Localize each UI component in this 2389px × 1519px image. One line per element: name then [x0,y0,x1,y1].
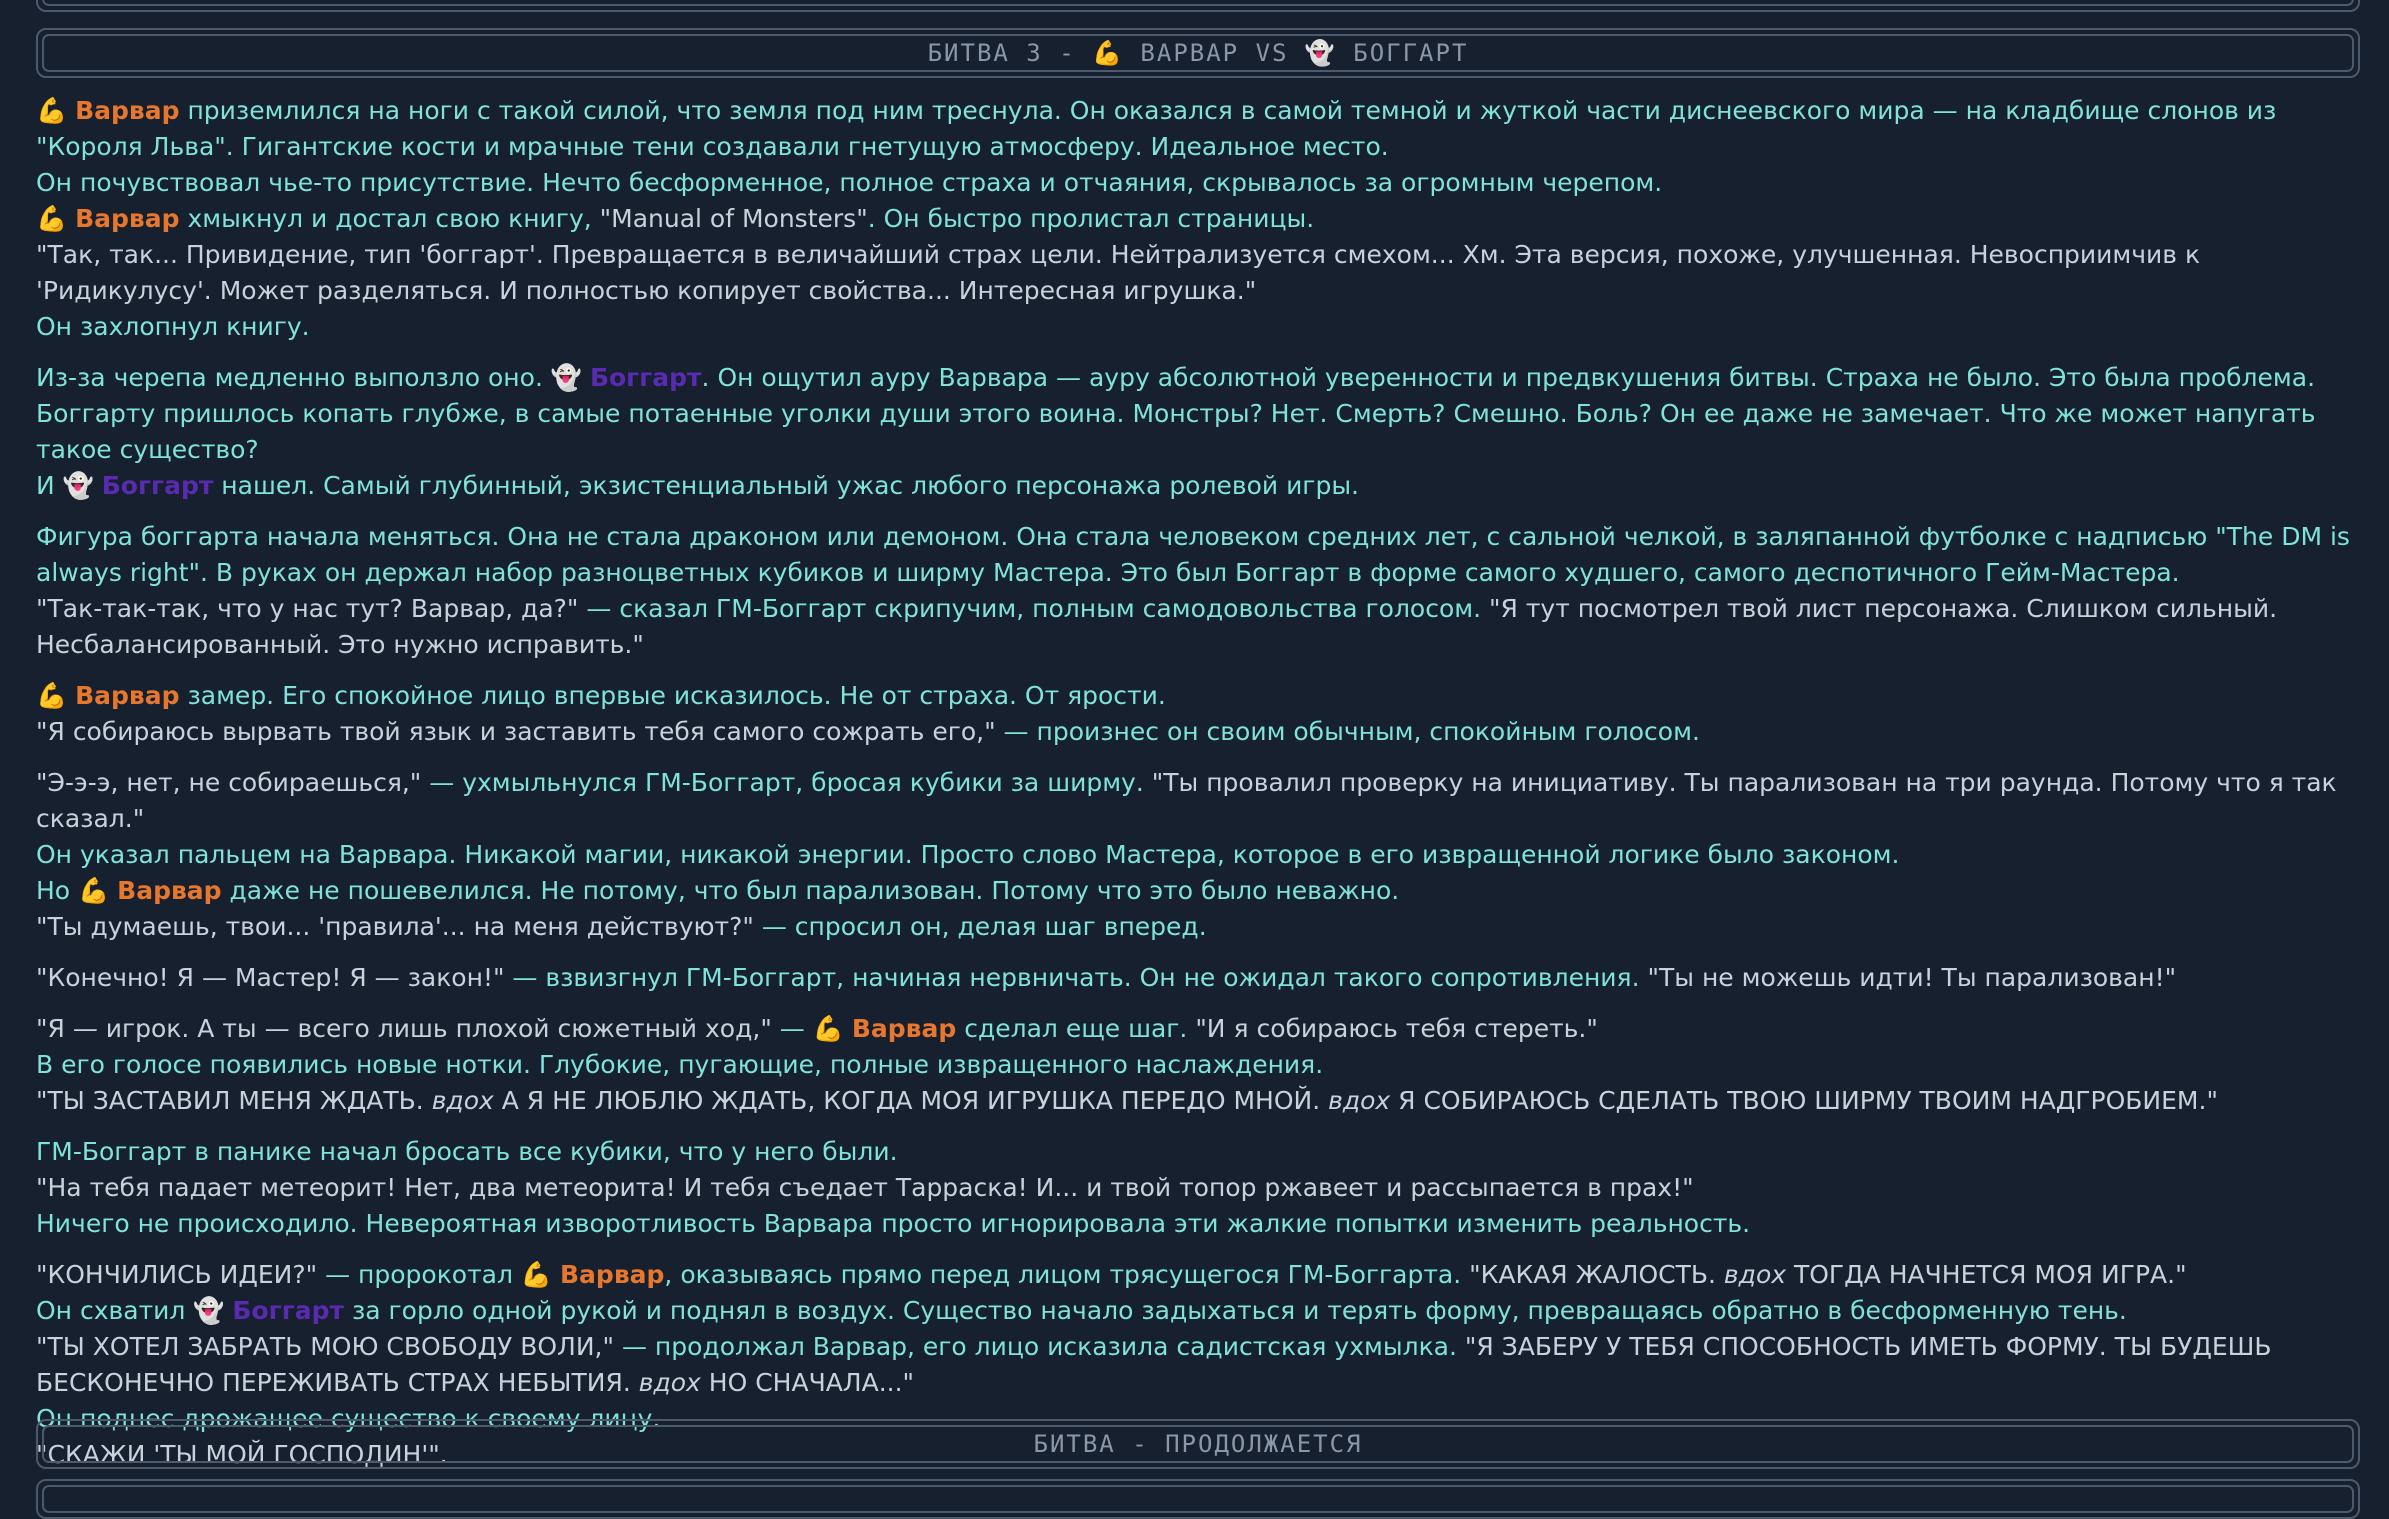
dialogue-text: НО СНАЧАЛА..." [700,1368,915,1397]
story-line [36,468,2366,504]
dialogue-text: "ТЫ ХОТЕЛ ЗАБРАТЬ МОЮ СВОБОДУ ВОЛИ," [36,1332,615,1361]
story-paragraph [36,1134,2366,1242]
narration-text: Из-за черепа медленно выползло оно. [36,363,551,392]
flexed-biceps-icon: 💪 [78,876,110,905]
story-paragraph [36,960,2366,996]
narration-text: — [771,1014,813,1043]
battle-status-footer [36,1419,2360,1469]
dialogue-line: "Так, так... Привидение, тип 'боггарт'. Превращается в величайший страх цели. Нейтрализуется смехом... Хм. Эта версия, похоже, улучшенная. Невосприимчив к 'Ридикулусу'. Может разделяться. И полностью копирует свойства... Интересная игрушка." [36,240,2201,305]
narration-text: — произнес он своим обычным, спокойным голосом. [995,717,1700,746]
dialogue-text: "Ты думаешь, твои... 'правила'... на меня действуют?" [36,912,754,941]
story-log [36,93,2366,1488]
action-text: вдох [638,1368,701,1397]
narration-text: сделал еще шаг. [956,1014,1196,1043]
dialogue-line: "СКАЖИ 'ТЫ МОЙ ГОСПОДИН'". [36,1440,448,1469]
narration-text: — сказал ГМ-Боггарт скрипучим, полным самодовольства голосом. [578,594,1490,623]
story-line [36,1293,2366,1329]
flexed-biceps-icon: 💪 [520,1260,553,1289]
story-line: ГМ-Боггарт в панике начал бросать все кубики, что у него были. [36,1137,898,1166]
narration-text: . Он ощутил ауру Варвара — ауру абсолютной уверенности и предвкушения битвы. Страха не было. Это была проблема. Боггарту пришлось копать глубже, в самые потаенные уголки души этого воина. Монстры? Нет. Смерть? Смешно. Боль? Он ее даже не замечает. Что же может напугать такое существо? [36,363,2316,464]
dialogue-text: "КОНЧИЛИСЬ ИДЕИ?" [36,1260,318,1289]
dialogue-text: "Я тут посмотрел твой лист персонажа. Слишком сильный. Несбалансированный. Это нужно исправить." [36,594,2278,659]
barbarian-name: Варвар [851,1014,957,1043]
narration-text: — ухмыльнулся ГМ-Боггарт, бросая кубики за ширму. [421,768,1152,797]
narration-text: , оказываясь прямо перед лицом трясущегося ГМ-Боггарта. [664,1260,1470,1289]
story-line [36,1329,2366,1401]
story-line [36,1011,2366,1047]
flexed-biceps-icon: 💪 [36,96,68,125]
narration-text: Но [36,876,79,905]
flexed-biceps-icon: 💪 [36,681,68,710]
story-paragraph [36,360,2366,504]
story-line: В его голосе появились новые нотки. Глубокие, пугающие, полные извращенного наслаждения. [36,1050,1324,1079]
story-line [36,678,2366,714]
story-line [36,201,2366,237]
dialogue-line: "На тебя падает метеорит! Нет, два метеорита! И тебя съедает Тарраска! И... и твой топор ржавеет и рассыпается в прах!" [36,1173,1694,1202]
next-section-box [36,1479,2360,1519]
story-line [36,1257,2366,1293]
dialogue-text: "Manual of Monsters" [599,204,868,233]
dialogue-text: ТОГДА НАЧНЕТСЯ МОЯ ИГРА." [1786,1260,2187,1289]
narration-text: — спросил он, делая шаг вперед. [753,912,1207,941]
ghost-icon: 👻 [193,1296,225,1325]
dialogue-text: "Я ЗАБЕРУ У ТЕБЯ СПОСОБНОСТЬ ИМЕТЬ ФОРМУ. ТЫ БУДЕШЬ БЕСКОНЕЧНО ПЕРЕЖИВАТЬ СТРАХ НЕБЫТИЯ. [36,1332,2272,1397]
narration-text: — взвизгнул ГМ-Боггарт, начиная нервничать. Он не ожидал такого сопротивления. [504,963,1648,992]
narration-text: приземлился на ноги с такой силой, что земля под ним треснула. Он оказался в самой темной и жуткой части диснеевского мира — на кладбище слонов из "Короля Льва". Гигантские кости и мрачные тени создавали гнетущую атмосферу. Идеальное место. [36,96,2277,161]
dialogue-text: "Ты провалил проверку на инициативу. Ты парализован на три раунда. Потому что я так сказал." [36,768,2337,833]
narration-text: Он схватил [36,1296,194,1325]
narration-text: — пророкотал [317,1260,521,1289]
previous-section-box [36,0,2360,12]
story-line [36,93,2366,165]
boggart-name: Боггарт [101,471,214,500]
story-line: Фигура боггарта начала меняться. Она не стала драконом или демоном. Она стала человеком средних лет, с сальной челкой, в заляпанной футболке с надписью "The DM is always right". В руках он держал набор разноцветных кубиков и ширму Мастера. Это был Боггарт в форме самого худшего, самого деспотичного Гейм-Мастера. [36,522,2350,587]
boggart-name: Боггарт [232,1296,345,1325]
story-line [36,714,2366,750]
narration-text: . Он быстро пролистал страницы. [867,204,1315,233]
story-line [36,909,2366,945]
ghost-icon: 👻 [550,363,582,392]
ghost-icon: 👻 [62,471,94,500]
story-line [36,360,2366,468]
dialogue-text: "Я собираюсь вырвать твой язык и заставить тебя самого сожрать его," [36,717,996,746]
flexed-biceps-icon: 💪 [36,204,68,233]
narration-text: за горло одной рукой и поднял в воздух. Существо начало задыхаться и терять форму, превращаясь обратно в бесформенную тень. [344,1296,2127,1325]
dialogue-line [36,1083,2366,1119]
dialogue-text: "Э-э-э, нет, не собираешься," [36,768,422,797]
action-text: вдох [1723,1260,1787,1289]
action-text: вдох [1328,1086,1391,1115]
narration-text: хмыкнул и достал свою книгу, [179,204,600,233]
battle-header [36,28,2360,78]
story-line: Он поднес дрожащее существо к своему лицу. [36,1404,661,1433]
barbarian-name: Варвар [75,96,180,125]
narration-text: нашел. Самый глубинный, экзистенциальный ужас любого персонажа ролевой игры. [213,471,1360,500]
battle-status-text: БИТВА - ПРОДОЛЖАЕТСЯ [1033,1430,1363,1458]
dialogue-text: "Я — игрок. А ты — всего лишь плохой сюжетный ход," [36,1014,772,1043]
dialogue-text: "И я собираюсь тебя стереть." [1195,1014,1598,1043]
dialogue-text: Я СОБИРАЮСЬ СДЕЛАТЬ ТВОЮ ШИРМУ ТВОИМ НАДГРОБИЕМ." [1390,1086,2218,1115]
flexed-biceps-icon: 💪 [812,1014,844,1043]
barbarian-name: Варвар [117,876,222,905]
story-paragraph [36,1011,2366,1119]
narration-text: замер. Его спокойное лицо впервые исказилось. Не от страха. От ярости. [179,681,1166,710]
story-line [36,765,2366,837]
narration-text: — продолжал Варвар, его лицо исказила садистская ухмылка. [614,1332,1465,1361]
barbarian-name: Варвар [75,681,180,710]
action-text: вдох [431,1086,494,1115]
narration-text: даже не пошевелился. Не потому, что был парализован. Потому что это было неважно. [221,876,1400,905]
boggart-name: Боггарт [589,363,702,392]
dialogue-text: "Конечно! Я — Мастер! Я — закон!" [36,963,505,992]
story-paragraph [36,678,2366,750]
dialogue-text: "ТЫ ЗАСТАВИЛ МЕНЯ ЖДАТЬ. [36,1086,432,1115]
story-line [36,591,2366,663]
dialogue-text: "Так-так-так, что у нас тут? Варвар, да?" [36,594,579,623]
story-line [36,873,2366,909]
story-paragraph [36,765,2366,945]
dialogue-text: А Я НЕ ЛЮБЛЮ ЖДАТЬ, КОГДА МОЯ ИГРУШКА ПЕРЕДО МНОЙ. [493,1086,1329,1115]
barbarian-name: Варвар [560,1260,665,1289]
narration-text: И [36,471,63,500]
story-line: Он указал пальцем на Варвара. Никакой магии, никакой энергии. Просто слово Мастера, которое в его извращенной логике было законом. [36,840,1900,869]
dialogue-text: "Ты не можешь идти! Ты парализован!" [1647,963,2177,992]
dialogue-text: "КАКАЯ ЖАЛОСТЬ. [1469,1260,1724,1289]
story-line: Ничего не происходило. Невероятная изворотливость Варвара просто игнорировала эти жалкие попытки изменить реальность. [36,1209,1751,1238]
story-line: Он почувствовал чье-то присутствие. Нечто бесформенное, полное страха и отчаяния, скрывалось за огромным черепом. [36,168,1663,197]
story-line [36,960,2366,996]
story-paragraph [36,519,2366,663]
story-line: Он захлопнул книгу. [36,312,310,341]
battle-title: БИТВА 3 - 💪 ВАРВАР VS 👻 БОГГАРТ [927,39,1469,67]
barbarian-name: Варвар [75,204,180,233]
story-paragraph [36,93,2366,345]
